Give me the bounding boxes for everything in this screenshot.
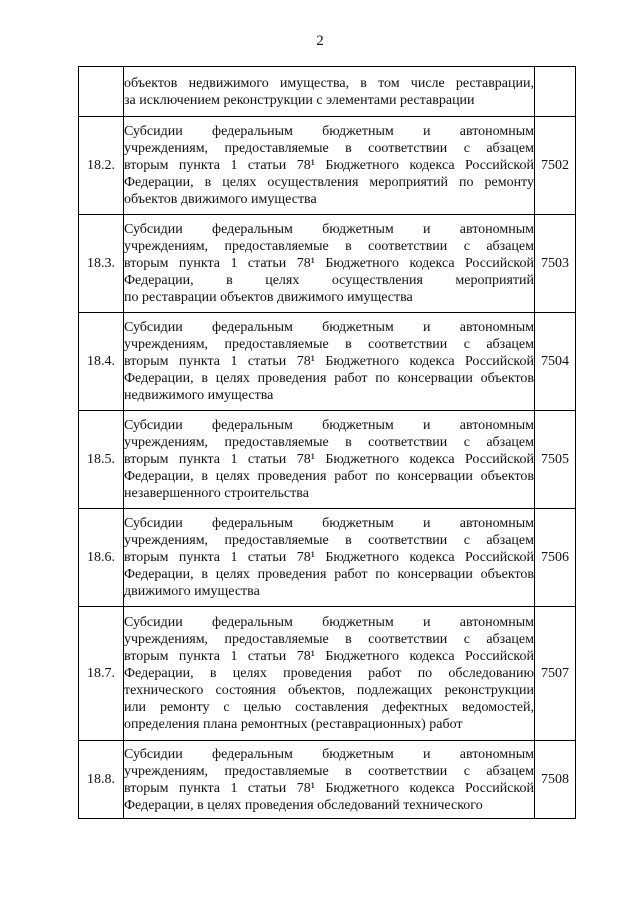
table-row [79,741,576,819]
table-row [79,313,576,411]
description-line: определения плана ремонтных (реставрационных) работ [124,717,463,732]
row-code: 7502 [535,117,576,215]
description-line: вторым пункта 1 статьи 78¹ Бюджетного кодекса Российской [124,649,534,664]
table-body [79,67,576,819]
table-row [79,411,576,509]
page-number: 2 [316,33,324,49]
description-line: объектов движимого имущества [124,192,317,207]
row-code: 7507 [535,607,576,741]
description-line: учреждениям, предоставляемые в соответствии с абзацем [124,533,534,548]
description-line: Субсидии федеральным бюджетным и автономным [124,746,534,762]
table-row [79,215,576,313]
description-line: Субсидии федеральным бюджетным и автономным [124,418,534,433]
description-line: учреждениям, предоставляемые в соответствии с абзацем [124,337,534,352]
description-line: учреждениям, предоставляемые в соответствии с абзацем [124,763,534,779]
description-line: вторым пункта 1 статьи 78¹ Бюджетного кодекса Российской [124,354,534,369]
classification-table [78,66,576,819]
description-line: учреждениям, предоставляемые в соответствии с абзацем [124,141,534,156]
description-line: Федерации, в целях осуществления мероприятий [124,273,534,288]
row-code: 7505 [535,411,576,509]
description-line: Федерации, в целях проведения работ по консервации объектов [124,371,534,386]
row-number: 18.3. [79,215,124,313]
description-line: Федерации, в целях проведения обследований технического [124,797,483,813]
description-line: вторым пункта 1 статьи 78¹ Бюджетного кодекса Российской [124,256,534,271]
table-row [79,67,576,117]
description-line: Субсидии федеральным бюджетным и автономным [124,124,534,139]
description-line: вторым пункта 1 статьи 78¹ Бюджетного кодекса Российской [124,452,534,467]
row-description [124,607,535,741]
description-line: Федерации, в целях проведения работ по консервации объектов [124,469,534,484]
row-description [124,509,535,607]
description-line: Субсидии федеральным бюджетным и автономным [124,320,534,335]
description-line: учреждениям, предоставляемые в соответствии с абзацем [124,632,534,647]
description-line: Субсидии федеральным бюджетным и автономным [124,615,534,630]
description-line: Федерации, в целях проведения работ по консервации объектов [124,567,534,582]
table-row [79,509,576,607]
description-line: или ремонту с целью составления дефектных ведомостей, [124,700,534,715]
table-row [79,117,576,215]
row-number: 18.4. [79,313,124,411]
description-line: недвижимого имущества [124,388,274,403]
row-code: 7503 [535,215,576,313]
row-number: 18.5. [79,411,124,509]
row-description [124,411,535,509]
row-number: 18.2. [79,117,124,215]
row-description [124,741,535,819]
description-line: вторым пункта 1 статьи 78¹ Бюджетного кодекса Российской [124,550,534,565]
row-description [124,67,535,117]
description-line: учреждениям, предоставляемые в соответствии с абзацем [124,239,534,254]
row-number: 18.8. [79,741,124,819]
row-code [535,67,576,117]
description-line: вторым пункта 1 статьи 78¹ Бюджетного кодекса Российской [124,158,534,173]
row-description [124,117,535,215]
row-code: 7508 [535,741,576,819]
row-code: 7506 [535,509,576,607]
description-line: учреждениям, предоставляемые в соответствии с абзацем [124,435,534,450]
description-line: технического состояния объектов, подлежащих реконструкции [124,683,534,698]
description-line: Федерации, в целях проведения работ по обследованию [124,666,534,681]
description-line: по реставрации объектов движимого имущества [124,290,413,305]
description-line: Субсидии федеральным бюджетным и автономным [124,222,534,237]
row-number [79,67,124,117]
description-line: Субсидии федеральным бюджетным и автономным [124,516,534,531]
description-line: Федерации, в целях осуществления мероприятий по ремонту [124,175,534,190]
row-code: 7504 [535,313,576,411]
row-description [124,215,535,313]
row-description [124,313,535,411]
description-line: за исключением реконструкции с элементами реставрации [124,92,475,108]
description-line: вторым пункта 1 статьи 78¹ Бюджетного кодекса Российской [124,780,534,796]
table-row [79,607,576,741]
description-line: движимого имущества [124,584,260,599]
row-number: 18.7. [79,607,124,741]
description-line: незавершенного строительства [124,486,309,501]
description-line: объектов недвижимого имущества, в том числе реставрации, [124,75,534,91]
row-number: 18.6. [79,509,124,607]
